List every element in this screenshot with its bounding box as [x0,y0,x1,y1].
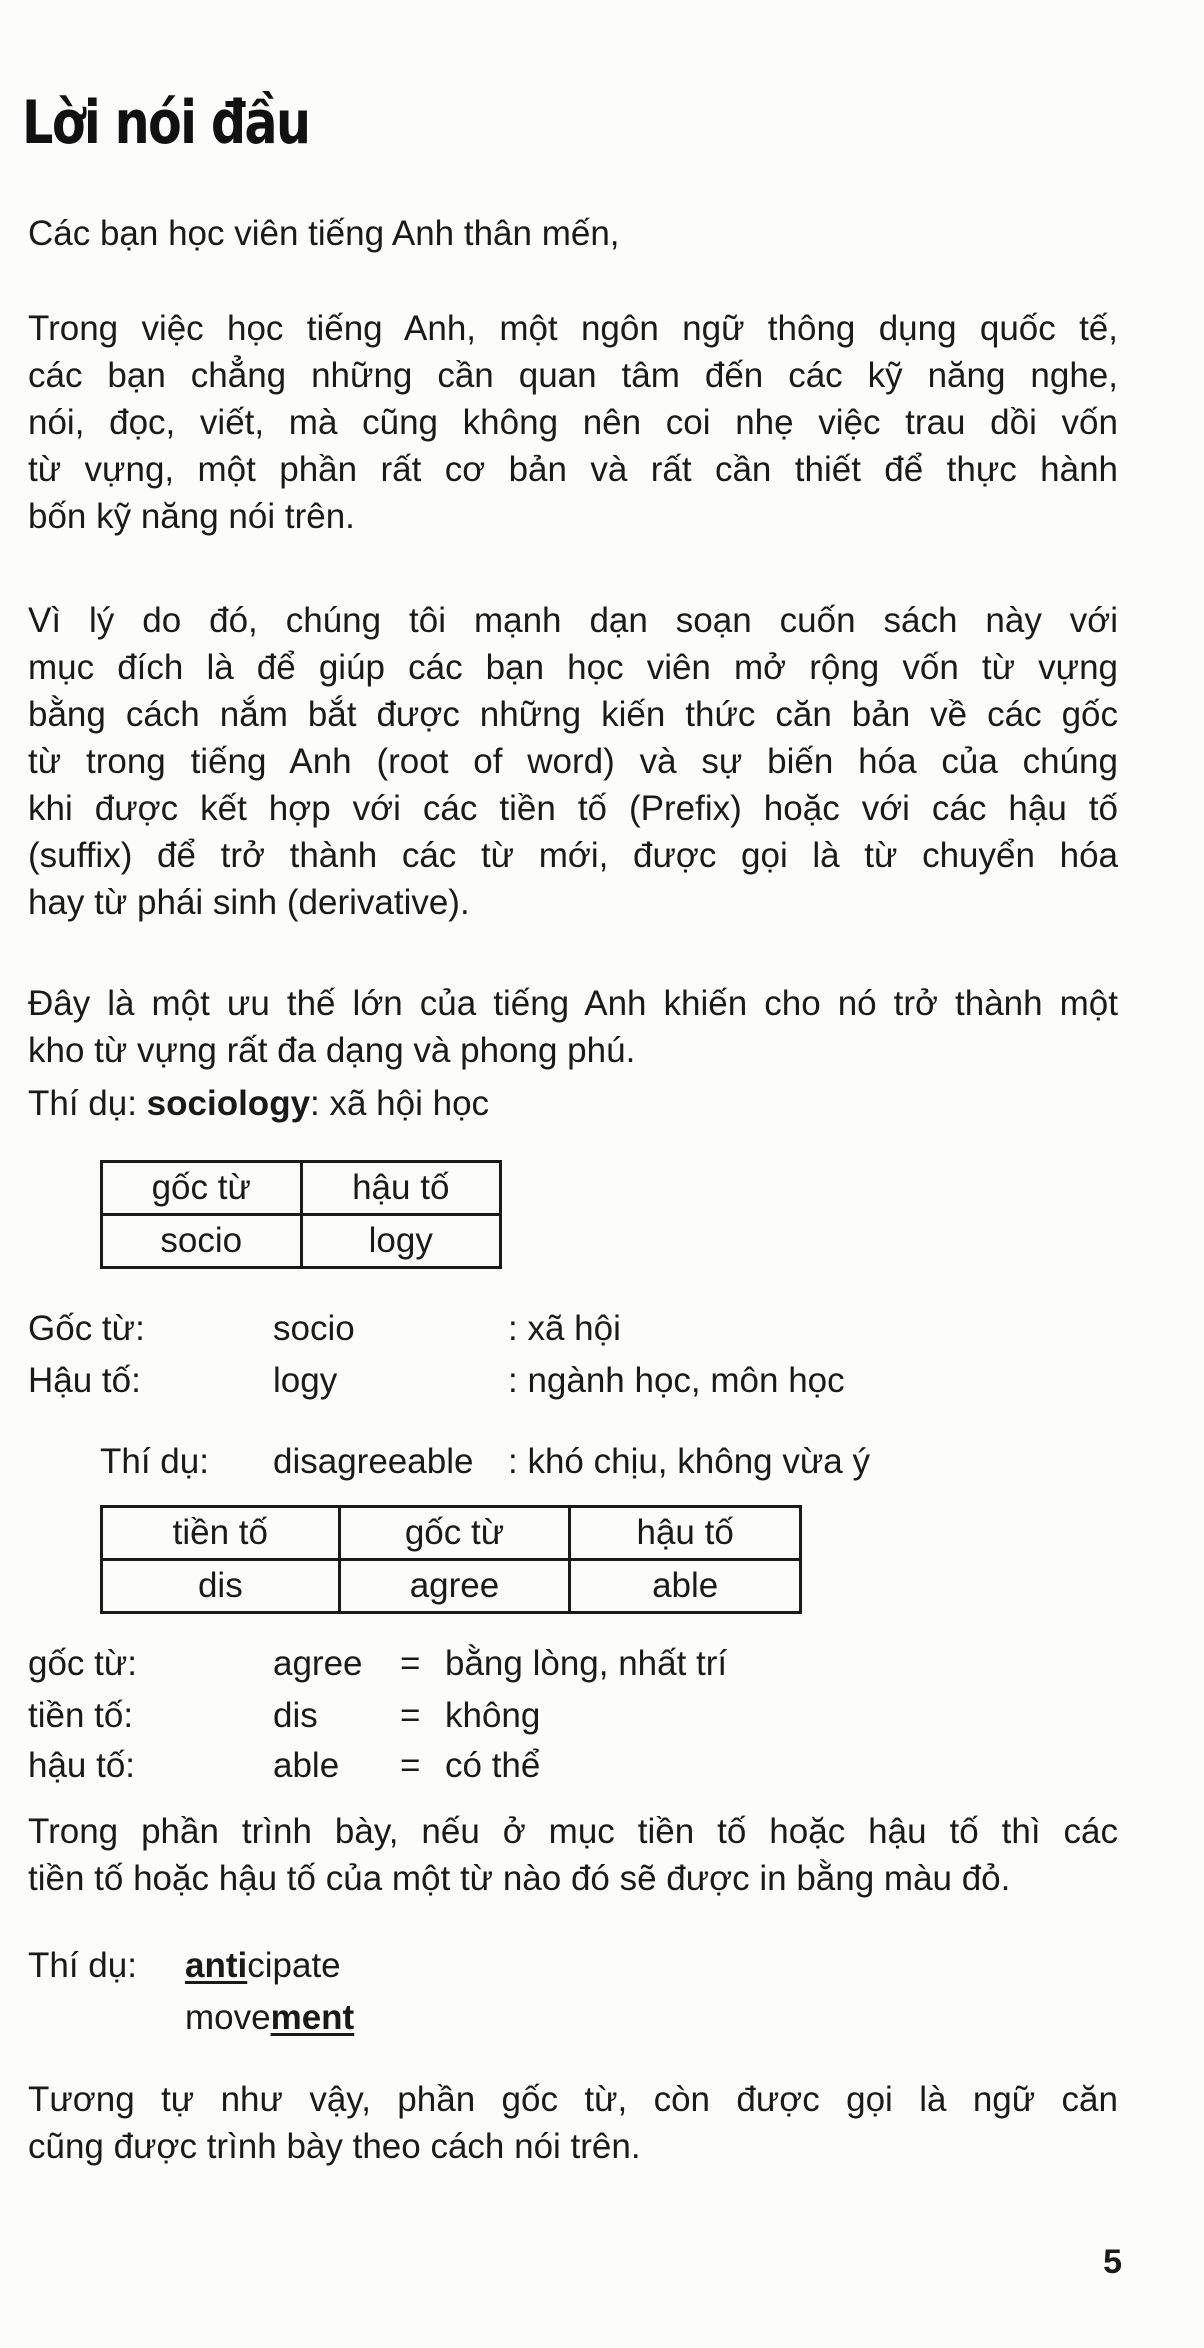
table-header-cell: tiền tố [102,1507,340,1560]
word-rest: cipate [247,1946,341,1985]
paragraph-3-line: Đây là một ưu thế lớn của tiếng Anh khiến cho nó trở thành một [28,984,1118,1023]
paragraph-4 [28,1808,1118,1902]
example-meaning: : khó chịu, không vừa ý [508,1442,870,1481]
paragraph-1 [28,305,1118,540]
example-word: disagreeable [273,1442,474,1481]
paragraph-3-line: kho từ vựng rất đa dạng và phong phú. [28,1031,636,1070]
row-label: hậu tố: [28,1746,136,1785]
table-cell: logy [301,1215,501,1268]
paragraph-1-line: bốn kỹ năng nói trên. [28,497,355,536]
morpheme-table-1 [100,1160,502,1269]
example-word [185,1994,354,2041]
example-meaning: : xã hội học [310,1084,490,1123]
row-label: Gốc từ: [28,1309,145,1348]
paragraph-3 [28,980,1118,1074]
table-header-cell: gốc từ [102,1162,302,1215]
row-meaning: bằng lòng, nhất trí [445,1644,728,1683]
table-row [102,1507,801,1560]
greeting: Các bạn học viên tiếng Anh thân mến, [28,214,620,253]
table-row [102,1560,801,1613]
row-meaning: : xã hội [508,1309,621,1348]
paragraph-1-line: Trong việc học tiếng Anh, một ngôn ngữ thông dụng quốc tế, [28,309,1118,348]
paragraph-2-line: (suffix) để trở thành các từ mới, được gọi là từ chuyển hóa [28,836,1118,875]
row-meaning: không [445,1696,541,1735]
paragraph-2-line: mục đích là để giúp các bạn học viên mở rộng vốn từ vựng [28,648,1118,687]
word-root: move [185,1998,271,2037]
example-1-heading [28,1080,1118,1127]
table-header-cell: gốc từ [339,1507,570,1560]
paragraph-5-line: cũng được trình bày theo cách nói trên. [28,2127,641,2166]
row-part: logy [273,1361,338,1400]
example-word: sociology [146,1084,311,1123]
paragraph-1-line: các bạn chẳng những cần quan tâm đến các kỹ năng nghe, [28,356,1118,395]
row-equals: = [400,1746,421,1785]
paragraph-5 [28,2076,1118,2170]
morpheme-table-2 [100,1505,802,1614]
example-label: Thí dụ: [100,1442,209,1481]
example-label: Thí dụ: [28,1946,137,1985]
row-label: tiền tố: [28,1696,134,1735]
row-label: gốc từ: [28,1644,138,1683]
table-cell: agree [339,1560,570,1613]
row-equals: = [400,1696,421,1735]
paragraph-2-line: khi được kết hợp với các tiền tố (Prefix) hoặc với các hậu tố [28,789,1118,828]
example-label: Thí dụ: [28,1084,147,1123]
highlighted-prefix: anti [185,1946,248,1985]
highlighted-suffix: ment [270,1998,355,2037]
table-cell: socio [102,1215,302,1268]
paragraph-5-line: Tương tự như vậy, phần gốc từ, còn được gọi là ngữ căn [28,2080,1118,2119]
row-equals: = [400,1644,421,1683]
paragraph-2-line: từ trong tiếng Anh (root of word) và sự biến hóa của chúng [28,742,1118,781]
table-header-cell: hậu tố [570,1507,801,1560]
paragraph-1-line: nói, đọc, viết, mà cũng không nên coi nhẹ việc trau dồi vốn [28,403,1118,442]
row-part: dis [273,1696,318,1735]
page-title: Lời nói đầu [22,88,310,158]
page-number: 5 [1103,2243,1122,2281]
paragraph-4-line: Trong phần trình bày, nếu ở mục tiền tố hoặc hậu tố thì các [28,1812,1118,1851]
row-meaning: : ngành học, môn học [508,1361,845,1400]
paragraph-4-line: tiền tố hoặc hậu tố của một từ nào đó sẽ được in bằng màu đỏ. [28,1859,1011,1898]
paragraph-2-line: bằng cách nắm bắt được những kiến thức căn bản về các gốc [28,695,1118,734]
row-part: able [273,1746,340,1785]
example-word [185,1942,341,1989]
row-part: agree [273,1644,363,1683]
row-label: Hậu tố: [28,1361,141,1400]
table-cell: dis [102,1560,340,1613]
paragraph-1-line: từ vựng, một phần rất cơ bản và rất cần thiết để thực hành [28,450,1118,489]
paragraph-2-line: Vì lý do đó, chúng tôi mạnh dạn soạn cuốn sách này với [28,601,1118,640]
table-row [102,1215,501,1268]
paragraph-2-line: hay từ phái sinh (derivative). [28,883,470,922]
paragraph-2 [28,597,1118,926]
row-part: socio [273,1309,355,1348]
row-meaning: có thể [445,1746,541,1785]
table-header-cell: hậu tố [301,1162,501,1215]
table-row [102,1162,501,1215]
table-cell: able [570,1560,801,1613]
